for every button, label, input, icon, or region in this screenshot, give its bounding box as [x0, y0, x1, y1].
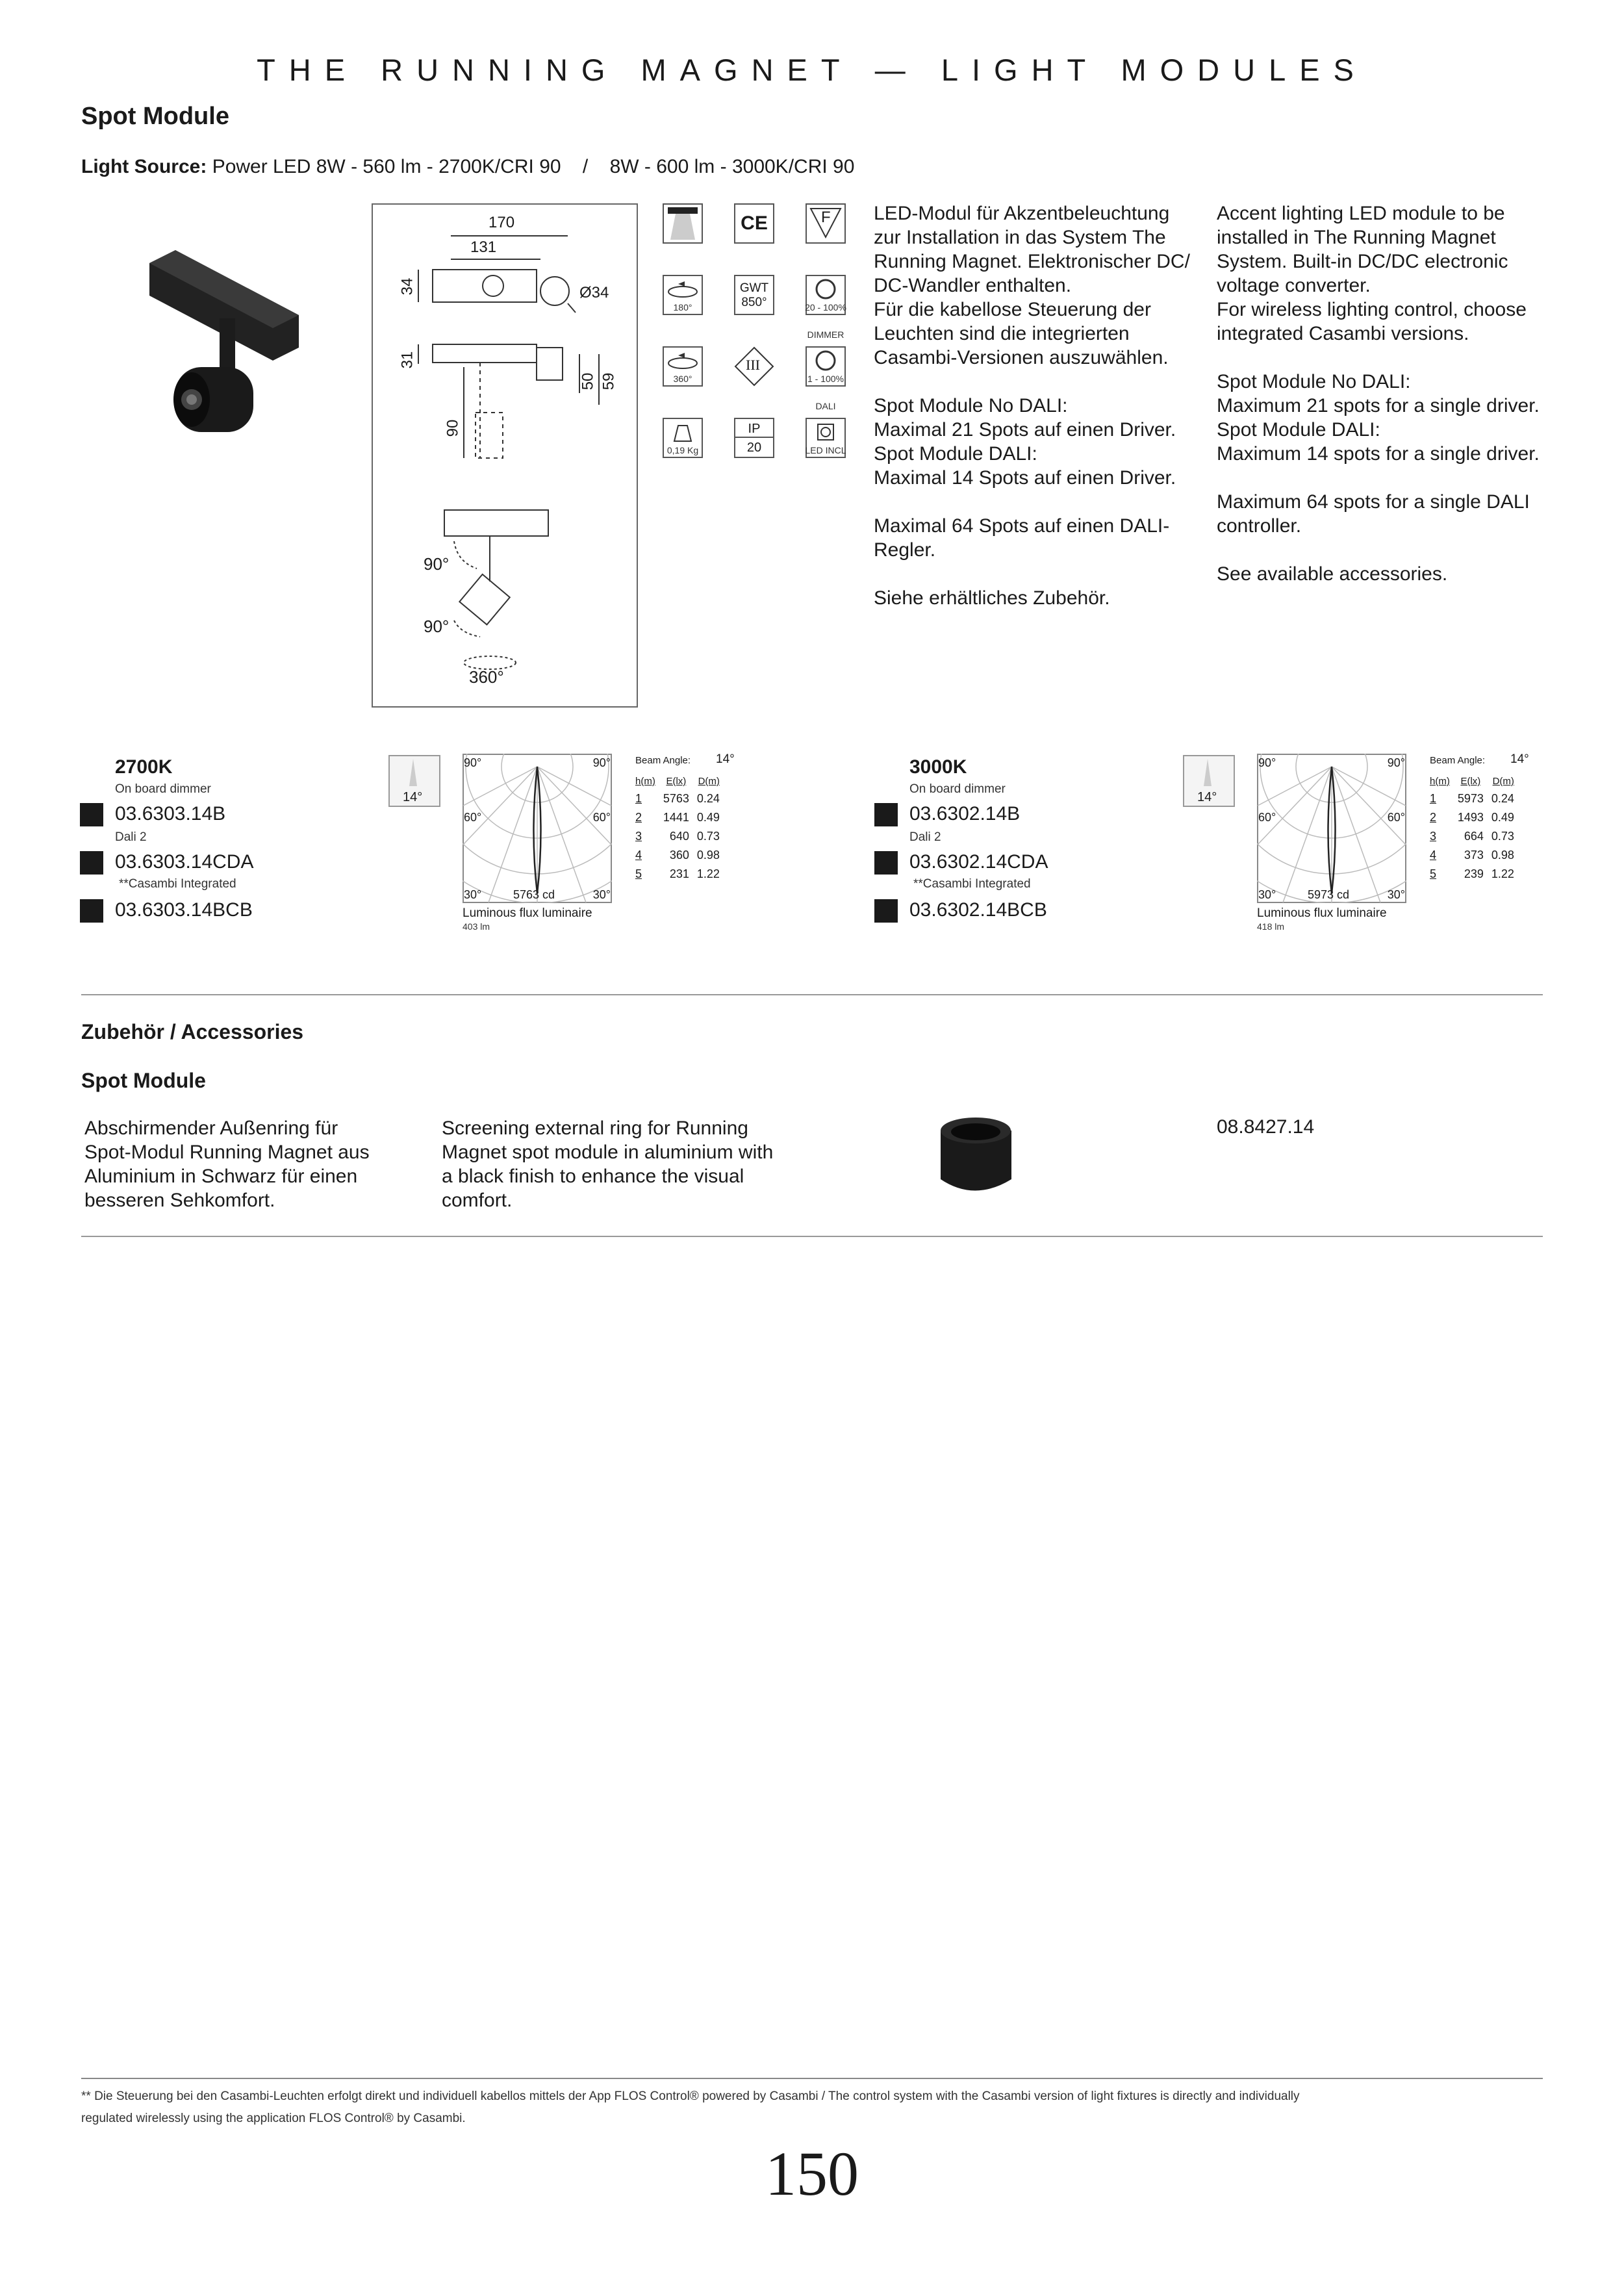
desc-en-line: System. Built-in DC/DC electronic: [1217, 251, 1508, 272]
desc-en-line: controller.: [1217, 515, 1302, 537]
table-cell: 3: [635, 830, 642, 843]
rotation-90-b: 90°: [424, 617, 450, 636]
desc-en-line: installed in The Running Magnet: [1217, 227, 1496, 248]
dali-type-label: Dali 2: [115, 830, 147, 844]
desc-en-line: integrated Casambi versions.: [1217, 323, 1469, 344]
desc-de-line: Running Magnet. Elektronischer DC/: [874, 251, 1190, 272]
light-source-value: Power LED 8W - 560 lm - 2700K/CRI 90 / 8W - 600 lm - 3000K/CRI 90: [212, 156, 855, 177]
dim-34: 34: [398, 277, 416, 296]
accessories-title: Zubehör / Accessories: [81, 1020, 304, 1043]
description-en: [1217, 201, 1554, 586]
table-header-row: [1426, 773, 1518, 789]
class-iii-label: III: [746, 357, 760, 373]
table-cell: 0.24: [696, 792, 720, 805]
section-title: Spot Module: [81, 103, 229, 130]
table-cell: 1.22: [696, 867, 720, 880]
flux-label: Luminous flux luminaire: [463, 906, 592, 920]
desc-de-line: Spot Module DALI:: [874, 443, 1037, 465]
table-cell: 2: [1430, 811, 1437, 824]
illuminance-table: [1426, 773, 1518, 884]
product-code-cda: 03.6302.14CDA: [909, 851, 1048, 873]
acc-en-line: Screening external ring for Running: [442, 1118, 748, 1139]
polar-30-left: 30°: [464, 888, 482, 901]
light-source-line: [81, 155, 854, 179]
table-cell: 1441: [663, 811, 689, 824]
table-row: [1426, 827, 1518, 846]
desc-en-line: Maximum 14 spots for a single driver.: [1217, 443, 1540, 465]
polar-diagram: [463, 754, 612, 903]
acc-en-line: comfort.: [442, 1190, 513, 1211]
table-row: [631, 846, 724, 865]
polar-candela: 5763 cd: [513, 888, 555, 901]
casambi-type-label: **Casambi Integrated: [119, 877, 236, 891]
dimmer-label: DIMMER: [807, 329, 844, 340]
table-cell: 231: [669, 867, 689, 880]
rotation-360: 360°: [469, 667, 504, 687]
table-row: [631, 827, 724, 846]
acc-de-line: Aluminium in Schwarz für einen: [84, 1166, 358, 1187]
table-header: D(m): [1492, 776, 1514, 787]
table-cell: 4: [635, 849, 642, 862]
table-cell: 5: [1430, 867, 1437, 880]
desc-de-line: LED-Modul für Akzentbeleuchtung: [874, 203, 1170, 224]
table-cell: 0.24: [1491, 792, 1514, 805]
accessory-code: 08.8427.14: [1217, 1116, 1315, 1138]
desc-en-line: Maximum 21 spots for a single driver.: [1217, 395, 1540, 416]
beam-angle-badge: 14°: [1197, 790, 1217, 804]
polar-30-right: 30°: [1387, 888, 1405, 901]
ip-label: IP: [748, 422, 761, 436]
beam-angle-badge: 14°: [403, 790, 423, 804]
polar-90-left: 90°: [464, 756, 482, 769]
table-header: h(m): [635, 776, 655, 787]
variant-temp: 2700K: [115, 756, 173, 778]
polar-candela: 5973 cd: [1308, 888, 1350, 901]
desc-en-line: Spot Module No DALI:: [1217, 371, 1411, 392]
table-cell: 239: [1464, 867, 1484, 880]
rotate-180-label: 180°: [673, 302, 692, 313]
ce-icon: CE: [734, 203, 774, 244]
dimmer-type-label: On board dimmer: [115, 782, 211, 796]
polar-60-left: 60°: [464, 811, 482, 824]
light-source-label: Light Source:: [81, 156, 207, 177]
desc-de-line: Regler.: [874, 539, 936, 561]
table-cell: 5973: [1457, 792, 1484, 805]
led-incl-icon: [806, 418, 846, 458]
desc-en-line: voltage converter.: [1217, 275, 1371, 296]
variant-3000k: [794, 747, 1606, 955]
table-cell: 1: [1430, 792, 1437, 805]
gwt-title: GWT: [739, 281, 769, 295]
table-cell: 4: [1430, 849, 1437, 862]
dimmer-icon: [806, 275, 846, 315]
table-row: [631, 808, 724, 827]
table-header: D(m): [698, 776, 720, 787]
footnote: [81, 2086, 1549, 2130]
desc-de-line: Leuchten sind die integrierten: [874, 323, 1130, 344]
table-cell: 664: [1464, 830, 1484, 843]
table-cell: 373: [1464, 849, 1484, 862]
led-incl-label: LED INCL: [805, 445, 846, 455]
dim-31: 31: [398, 351, 416, 369]
footnote-line: ** Die Steuerung bei den Casambi-Leuchten erfolgt direkt und individuell kabellos mittels der App FLOS Control® powered by Casambi / The control system with the Casambi version of light fixtures is directly and individually: [81, 2089, 1300, 2103]
gwt-value: 850°: [741, 296, 767, 309]
beam-angle-value: 14°: [716, 752, 735, 766]
weight-icon: [663, 418, 703, 458]
acc-en-line: a black finish to enhance the visual: [442, 1166, 744, 1187]
table-cell: 0.98: [696, 849, 720, 862]
desc-de-line: zur Installation in das System The: [874, 227, 1166, 248]
polar-60-right: 60°: [592, 811, 611, 824]
divider: [81, 1236, 1543, 1237]
polar-30-left: 30°: [1258, 888, 1276, 901]
flux-label: Luminous flux luminaire: [1257, 906, 1387, 920]
dali-type-label: Dali 2: [909, 830, 941, 844]
accessory-desc-de: [84, 1116, 422, 1212]
f-mark-label: F: [821, 209, 831, 226]
desc-de-line: Spot Module No DALI:: [874, 395, 1068, 416]
divider: [81, 994, 1543, 995]
desc-en-line: For wireless lighting control, choose: [1217, 299, 1527, 320]
beam-angle-label: Beam Angle:: [635, 755, 691, 766]
table-row: [1426, 865, 1518, 884]
product-code-b: 03.6302.14B: [909, 803, 1021, 824]
table-row: [1426, 846, 1518, 865]
polar-90-right: 90°: [1387, 756, 1405, 769]
desc-de-line: Maximal 14 Spots auf einen Driver.: [874, 467, 1176, 489]
table-cell: 0.49: [1491, 811, 1514, 824]
beam-angle-value: 14°: [1510, 752, 1529, 766]
acc-de-line: besseren Sehkomfort.: [84, 1190, 275, 1211]
table-row: [1426, 808, 1518, 827]
polar-90-left: 90°: [1258, 756, 1276, 769]
desc-en-line: Maximum 64 spots for a single DALI: [1217, 491, 1530, 513]
illuminance-table: [631, 773, 724, 884]
table-cell: 360: [669, 849, 689, 862]
polar-60-left: 60°: [1258, 811, 1276, 824]
product-photo: [136, 244, 305, 439]
dali-range-label: 1 - 100%: [807, 374, 844, 384]
desc-de-line: Maximal 64 Spots auf einen DALI-: [874, 515, 1170, 537]
rotate-360-icon: [663, 346, 703, 387]
table-row: [631, 865, 724, 884]
color-swatch-black: [80, 803, 103, 826]
product-code-bcb: 03.6302.14BCB: [909, 899, 1047, 921]
table-cell: 1.22: [1491, 867, 1514, 880]
table-header: E(lx): [1460, 776, 1481, 787]
gwt-icon: [734, 275, 774, 315]
dim-131: 131: [470, 238, 497, 256]
beam-angle-label: Beam Angle:: [1430, 755, 1486, 766]
product-code-cda: 03.6303.14CDA: [115, 851, 254, 873]
table-cell: 5763: [663, 792, 689, 805]
dali-label: DALI: [815, 401, 836, 411]
table-cell: 3: [1430, 830, 1437, 843]
color-swatch-black: [874, 803, 898, 826]
table-cell: 0.98: [1491, 849, 1514, 862]
color-swatch-black: [874, 851, 898, 875]
description-de: [874, 201, 1212, 610]
f-mark-icon: [806, 203, 846, 244]
casambi-type-label: **Casambi Integrated: [913, 877, 1031, 891]
flux-value: 418 lm: [1257, 921, 1285, 932]
footnote-line: regulated wirelessly using the application FLOS Control® by Casambi.: [81, 2112, 466, 2125]
accessory-ring-photo: [935, 1114, 1017, 1202]
table-header: E(lx): [666, 776, 687, 787]
product-code-b: 03.6303.14B: [115, 803, 226, 824]
desc-de-line: Für die kabellose Steuerung der: [874, 299, 1151, 320]
desc-de-line: Maximal 21 Spots auf einen Driver.: [874, 419, 1176, 441]
desc-en-line: Accent lighting LED module to be: [1217, 203, 1505, 224]
dali-icon: [806, 346, 846, 387]
polar-60-right: 60°: [1387, 811, 1405, 824]
table-cell: 0.49: [696, 811, 720, 824]
dim-range-label: 20 - 100%: [805, 302, 846, 313]
product-code-bcb: 03.6303.14BCB: [115, 899, 253, 921]
dim-59: 59: [600, 372, 618, 390]
table-cell: 1493: [1457, 811, 1484, 824]
ip-value: 20: [735, 437, 773, 455]
desc-de-line: Siehe erhältliches Zubehör.: [874, 587, 1110, 609]
dim-90: 90: [444, 419, 462, 437]
table-cell: 2: [635, 811, 642, 824]
beam-angle-icon: [1183, 755, 1235, 807]
flux-value: 403 lm: [463, 921, 490, 932]
table-row: [631, 789, 724, 808]
desc-de-line: DC-Wandler enthalten.: [874, 275, 1072, 296]
acc-de-line: Spot-Modul Running Magnet aus: [84, 1142, 370, 1163]
class-iii-icon: [734, 346, 774, 387]
beam-angle-icon: [388, 755, 440, 807]
dim-170: 170: [488, 214, 515, 231]
rotate-180-icon: [663, 275, 703, 315]
table-header: h(m): [1430, 776, 1450, 787]
table-cell: 1: [635, 792, 642, 805]
page-number: 150: [765, 2139, 859, 2208]
technical-drawing: [372, 203, 638, 708]
polar-diagram: [1257, 754, 1406, 903]
color-swatch-black: [80, 851, 103, 875]
table-cell: 640: [669, 830, 689, 843]
weight-label: 0,19 Kg: [666, 445, 699, 455]
accessories-subtitle: Spot Module: [81, 1069, 206, 1092]
rotation-90-a: 90°: [424, 554, 450, 574]
dim-d34: Ø34: [579, 284, 609, 301]
dim-50: 50: [579, 372, 597, 390]
variant-2700k: [0, 747, 812, 955]
page-header: THE RUNNING MAGNET — LIGHT MODULES: [257, 53, 1367, 87]
variant-temp: 3000K: [909, 756, 967, 778]
color-swatch-black: [80, 899, 103, 923]
acc-de-line: Abschirmender Außenring für: [84, 1118, 338, 1139]
desc-en-line: Spot Module DALI:: [1217, 419, 1380, 441]
table-row: [1426, 789, 1518, 808]
color-swatch-black: [874, 899, 898, 923]
table-cell: 0.73: [1491, 830, 1514, 843]
acc-en-line: Magnet spot module in aluminium with: [442, 1142, 774, 1163]
table-cell: 0.73: [696, 830, 720, 843]
table-header-row: [631, 773, 724, 789]
desc-de-line: Casambi-Versionen auszuwählen.: [874, 347, 1169, 368]
dimmer-type-label: On board dimmer: [909, 782, 1006, 796]
desc-en-line: See available accessories.: [1217, 563, 1448, 585]
rotate-360-label: 360°: [673, 374, 692, 384]
table-cell: 5: [635, 867, 642, 880]
track-icon: [663, 203, 703, 244]
ip-icon: [734, 418, 774, 458]
polar-30-right: 30°: [592, 888, 611, 901]
footnote-divider: [81, 2078, 1543, 2079]
accessory-desc-en: [442, 1116, 806, 1212]
polar-90-right: 90°: [592, 756, 611, 769]
